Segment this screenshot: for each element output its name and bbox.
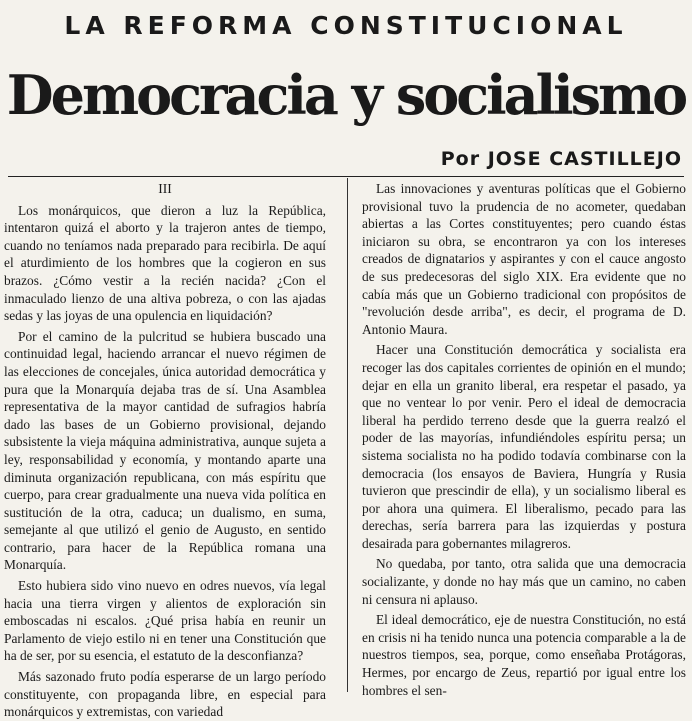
column-divider bbox=[347, 178, 348, 692]
paragraph: Hacer una Constitución democrática y socialista era recoger las dos capitales corrientes de opinión en el mundo; dejar en ella un granito liberal, era respetar el pasado, ya que no ventear lo por venir. Pero el ideal de democracia liberal ha perdido terreno desde que la guerra realzó el poder de las mayorías, infundiéndoles espíritu persa; un sistema socialista no ha podido todavía combinarse con la democracia (los ensayos de Baviera, Hungría y Rusia tuvieron que prescindir de ella), y un socialismo liberal es por ahora una quimera. El liberalismo, pecado para las derechas, sería barrera para las izquierdas y postura desairada para gobernantes milagreros. bbox=[362, 342, 686, 551]
article-kicker: LA REFORMA CONSTITUCIONAL bbox=[64, 11, 628, 40]
paragraph: Más sazonado fruto podía esperarse de un largo período constituyente, con propaganda libre, en especial para monárquicos y extremistas, con variedad bbox=[4, 669, 326, 720]
paragraph: Por el camino de la pulcritud se hubiera buscado una continuidad legal, haciendo arrancar el nuevo régimen de las elecciones de concejales, única autoridad democrática y pura que la Monarquía dejaba tras de sí. Una Asamblea representativa de la mayor cantidad de sufragios habría dado las bases de un Gobierno provisional, dejando subsistente la vieja máquina administrativa, aunque sujeta a ley, responsabilidad y economía, y montando aparte una diminuta organización republicana, con más espíritu que cuerpo, para crear gradualmente una nueva vida política en sustitución de la otra, caduca; un dualismo, en suma, semejante al que utilizó el genio de Augusto, en sentido contrario, para hacer de la República romana una Monarquía. bbox=[4, 328, 326, 573]
header-rule bbox=[8, 176, 684, 177]
left-column bbox=[4, 180, 326, 720]
right-column bbox=[362, 180, 686, 698]
section-number: III bbox=[158, 181, 172, 196]
article-headline: Democracia y socialismo bbox=[6, 63, 686, 127]
paragraph: Las innovaciones y aventuras políticas que el Gobierno provisional tuvo la prudencia de no acometer, quedaban abiertas a las Cortes constituyentes; pero cuando éstas iniciaron su obra, se encontraron ya con los intereses creados de dignatarios y aspirantes y con el cauce angosto de sus predecesoras del siglo XIX. Era evidente que no cabía más que un Gobierno tradicional con propósitos de "revolución desde arriba", es decir, el programa de D. Antonio Maura. bbox=[362, 181, 686, 337]
paragraph: No quedaba, por tanto, otra salida que una democracia socializante, y donde no hay más que un camino, no caben ni censura ni aplauso. bbox=[362, 556, 686, 607]
paragraph: El ideal democrático, eje de nuestra Constitución, no está en crisis ni ha tenido nunca una potencia comparable a la de nuestros tiempos, sea, porque, como enseñaba Protágoras, Hermes, por encargo de Zeus, repartió por igual entre los hombres el sen- bbox=[362, 612, 686, 698]
article-byline: Por JOSE CASTILLEJO bbox=[440, 148, 682, 170]
paragraph: Esto hubiera sido vino nuevo en odres nuevos, vía legal hacia una tierra virgen y alientos de exploración sin emboscadas ni escalos. ¿Qué prisa había en reunir un Parlamento de viejo estilo ni en tener una Constitución que ha de ser, por su esencia, el estatuto de la desconfianza? bbox=[4, 578, 326, 664]
paragraph: Los monárquicos, que dieron a luz la República, intentaron quizá el aborto y la trajeron antes de tiempo, cuando no teníamos nada preparado para recibirla. De aquí el aturdimiento de los hombres que la cogieron en sus brazos. ¿Cómo vestir a la recién nacida? ¿Con el inmaculado lienzo de una altiva pobreza, o con las ajadas sedas y las joyas de una opulencia en liquidación? bbox=[4, 202, 326, 324]
